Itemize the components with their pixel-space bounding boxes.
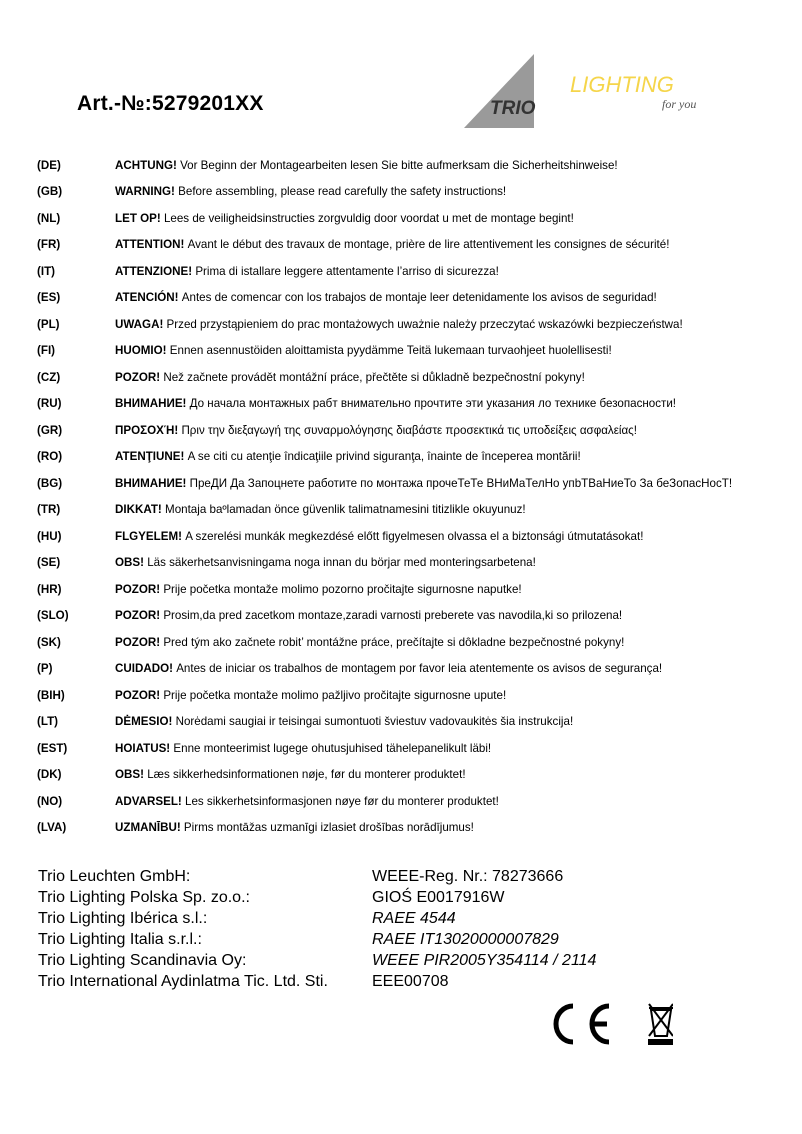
language-code: (HU)	[37, 529, 62, 543]
warning-row	[37, 205, 797, 232]
warning-row	[37, 232, 797, 259]
language-code: (NL)	[37, 211, 61, 225]
registration-row	[38, 887, 596, 908]
warning-label: FLGYELEM!	[115, 529, 182, 543]
warning-row	[37, 391, 797, 418]
language-code: (GR)	[37, 423, 63, 437]
warning-text: Avant le début des travaux de montage, prière de lire attentivement les consignes de sécurité!	[187, 238, 670, 252]
warning-label: POZOR!	[115, 609, 161, 623]
language-code: (EST)	[37, 741, 68, 755]
warning-text: Läs säkerhetsanvisningama noga innan du börjar med monteringsarbetena!	[147, 556, 536, 570]
warning-label: DIKKAT!	[115, 503, 162, 517]
warning-label: LET OP!	[115, 211, 161, 225]
warning-text: ПреДИ Да Запоцнете работите по монтажа прочеТеТе ВНиМаТелНо упbТВаНиеТо За беЗопасНосТ!	[189, 476, 733, 490]
safety-warnings-list	[37, 152, 797, 841]
warning-row	[37, 576, 797, 603]
company-name: Trio International Aydinlatma Tic. Ltd. Sti.	[38, 973, 328, 990]
warning-row	[37, 444, 797, 471]
warning-row	[37, 523, 797, 550]
warning-label: POZOR!	[115, 635, 161, 649]
language-code: (DE)	[37, 158, 61, 172]
registration-table	[38, 866, 596, 992]
warning-row	[37, 364, 797, 391]
registration-number: WEEE PIR2005Y354114 / 2114	[372, 952, 597, 969]
trio-lighting-logo	[462, 50, 722, 132]
warning-label: HOIATUS!	[115, 741, 171, 755]
warning-label: ВНИМАНИЕ!	[115, 397, 187, 411]
warning-row	[37, 815, 797, 842]
registration-row	[38, 950, 596, 971]
warning-label: UWAGA!	[115, 317, 164, 331]
warning-text: Vor Beginn der Montagearbeiten lesen Sie bitte aufmerksam die Sicherheitshinweise!	[180, 158, 618, 172]
warning-row	[37, 709, 797, 736]
warning-text: A se citi cu atenţie îndicaţiile privind siguranţa, înainte de începerea montării!	[187, 450, 581, 464]
registration-number: RAEE 4544	[372, 910, 456, 927]
warning-text: Læs sikkerhedsinformationen nøje, før du monterer produktet!	[147, 768, 466, 782]
warning-text: Montaja baºlamadan önce güvenlik talimatnamesini titizlikle okuyunuz!	[165, 503, 526, 517]
language-code: (PL)	[37, 317, 60, 331]
language-code: (BIH)	[37, 688, 65, 702]
warning-label: ΠΡΟΣΟΧΉ!	[115, 423, 179, 437]
warning-text: Pred tým ako začnete robit’ montážne práce, prečítajte si dôkladne bezpečnostné pokyny!	[163, 635, 625, 649]
language-code: (SLO)	[37, 609, 69, 623]
registration-row	[38, 971, 596, 992]
warning-label: ВНИМАНИЕ!	[115, 476, 187, 490]
warning-text: Než začnete provádět montážní práce, přečtěte si důkladně bezpečnostní pokyny!	[163, 370, 585, 384]
warning-row	[37, 656, 797, 683]
warning-text: Πριν την διεξαγωγή της συναρμολόγησης διαβάστε προσεκτικά τις υποδείξεις ασφαλείας!	[181, 423, 637, 437]
weee-bin-icon	[649, 1004, 673, 1044]
language-code: (RU)	[37, 397, 62, 411]
registration-row	[38, 866, 596, 887]
registration-number: WEEE-Reg. Nr.: 78273666	[372, 868, 564, 885]
warning-row	[37, 762, 797, 789]
language-code: (LT)	[37, 715, 59, 729]
warning-text: До начала монтажных рабт внимательно прочтите эти указания ло технике безопасности!	[189, 397, 677, 411]
warning-row	[37, 338, 797, 365]
warning-label: HUOMIO!	[115, 344, 167, 358]
compliance-marks	[553, 1002, 673, 1046]
warning-row	[37, 258, 797, 285]
warning-row	[37, 417, 797, 444]
warning-label: POZOR!	[115, 688, 161, 702]
warning-text: A szerelési munkák megkezdésé előtt figyelmesen olvassa el a biztonsági útmutatásokat!	[185, 529, 644, 543]
warning-text: Przed przystąpieniem do prac montażowych uważnie należy przeczytać wskazówki bezpieczeństwa!	[166, 317, 683, 331]
article-number: Art.-№:5279201XX	[77, 92, 264, 115]
language-code: (TR)	[37, 503, 61, 517]
warning-label: WARNING!	[115, 185, 175, 199]
warning-text: Ennen asennustöiden aloittamista pyydämme Teitä lukemaan turvaohjeet huolellisesti!	[169, 344, 612, 358]
registration-row	[38, 908, 596, 929]
warning-label: ADVARSEL!	[115, 794, 182, 808]
language-code: (LVA)	[37, 821, 67, 835]
warning-row	[37, 311, 797, 338]
language-code: (FR)	[37, 238, 61, 252]
language-code: (P)	[37, 662, 53, 676]
language-code: (FI)	[37, 344, 56, 358]
registration-number: EEE00708	[372, 973, 449, 990]
warning-text: Before assembling, please read carefully the safety instructions!	[178, 185, 507, 199]
warning-label: UZMANĪBU!	[115, 821, 181, 835]
warning-row	[37, 682, 797, 709]
warning-row	[37, 788, 797, 815]
warning-row	[37, 550, 797, 577]
warning-row	[37, 179, 797, 206]
warning-label: CUIDADO!	[115, 662, 173, 676]
language-code: (IT)	[37, 264, 56, 278]
language-code: (RO)	[37, 450, 63, 464]
warning-row	[37, 629, 797, 656]
warning-row	[37, 735, 797, 762]
company-name: Trio Leuchten GmbH:	[38, 868, 191, 885]
svg-text:LIGHTING: LIGHTING	[570, 72, 674, 97]
warning-label: OBS!	[115, 556, 144, 570]
language-code: (BG)	[37, 476, 63, 490]
warning-label: ATENCIÓN!	[115, 291, 179, 305]
warning-row	[37, 603, 797, 630]
svg-text:TRIO: TRIO	[490, 98, 536, 119]
warning-text: Antes de comencar con los trabajos de montaje leer detenidamente los avisos de seguridad!	[181, 291, 657, 305]
warning-row	[37, 497, 797, 524]
warning-row	[37, 285, 797, 312]
warning-text: Prije početka montaže molimo pažljivo pročitajte sigurnosne upute!	[163, 688, 507, 702]
warning-text: Pirms montāžas uzmanīgi izlasiet drošības norādījumus!	[183, 821, 474, 835]
language-code: (CZ)	[37, 370, 61, 384]
ce-mark-icon	[556, 1006, 609, 1042]
registration-number: GIOŚ E0017916W	[372, 889, 505, 906]
registration-row	[38, 929, 596, 950]
warning-text: Lees de veiligheidsinstructies zorgvuldig door voordat u met de montage begint!	[163, 211, 574, 225]
warning-text: Prije početka montaže molimo pozorno pročitajte sigurnosne naputke!	[163, 582, 522, 596]
warning-row	[37, 470, 797, 497]
warning-label: POZOR!	[115, 370, 161, 384]
warning-text: Prima di istallare leggere attentamente l’arriso di sicurezza!	[195, 264, 499, 278]
language-code: (SK)	[37, 635, 61, 649]
warning-text: Antes de iniciar os trabalhos de montagem por favor leia atentemente os avisos de segurança!	[176, 662, 663, 676]
warning-label: ATTENZIONE!	[115, 264, 193, 278]
language-code: (NO)	[37, 794, 63, 808]
warning-text: Prosim,da pred zacetkom montaze,zaradi varnosti preberete vas navodila,ki so prilozena!	[163, 609, 623, 623]
warning-label: ACHTUNG!	[115, 158, 177, 172]
warning-label: POZOR!	[115, 582, 161, 596]
company-name: Trio Lighting Ibérica s.l.:	[38, 910, 208, 927]
warning-label: DĖMESIO!	[115, 715, 173, 729]
language-code: (GB)	[37, 185, 63, 199]
company-name: Trio Lighting Polska Sp. zo.o.:	[38, 889, 250, 906]
warning-label: OBS!	[115, 768, 144, 782]
warning-text: Les sikkerhetsinformasjonen nøye før du monterer produktet!	[185, 794, 499, 808]
registration-number: RAEE IT13020000007829	[372, 931, 559, 948]
warning-label: ATTENTION!	[115, 238, 185, 252]
language-code: (ES)	[37, 291, 61, 305]
language-code: (SE)	[37, 556, 61, 570]
company-name: Trio Lighting Scandinavia Oy:	[38, 952, 247, 969]
warning-text: Norėdami saugiai ir teisingai sumontuoti šviestuv vadovaukitės šia instrukcija!	[175, 715, 574, 729]
warning-row	[37, 152, 797, 179]
language-code: (DK)	[37, 768, 62, 782]
language-code: (HR)	[37, 582, 62, 596]
warning-text: Enne monteerimist lugege ohutusjuhised tähelepanelikult läbi!	[173, 741, 492, 755]
svg-text:for you: for you	[662, 97, 697, 111]
warning-label: ATENŢIUNE!	[115, 450, 185, 464]
company-name: Trio Lighting Italia s.r.l.:	[38, 931, 202, 948]
